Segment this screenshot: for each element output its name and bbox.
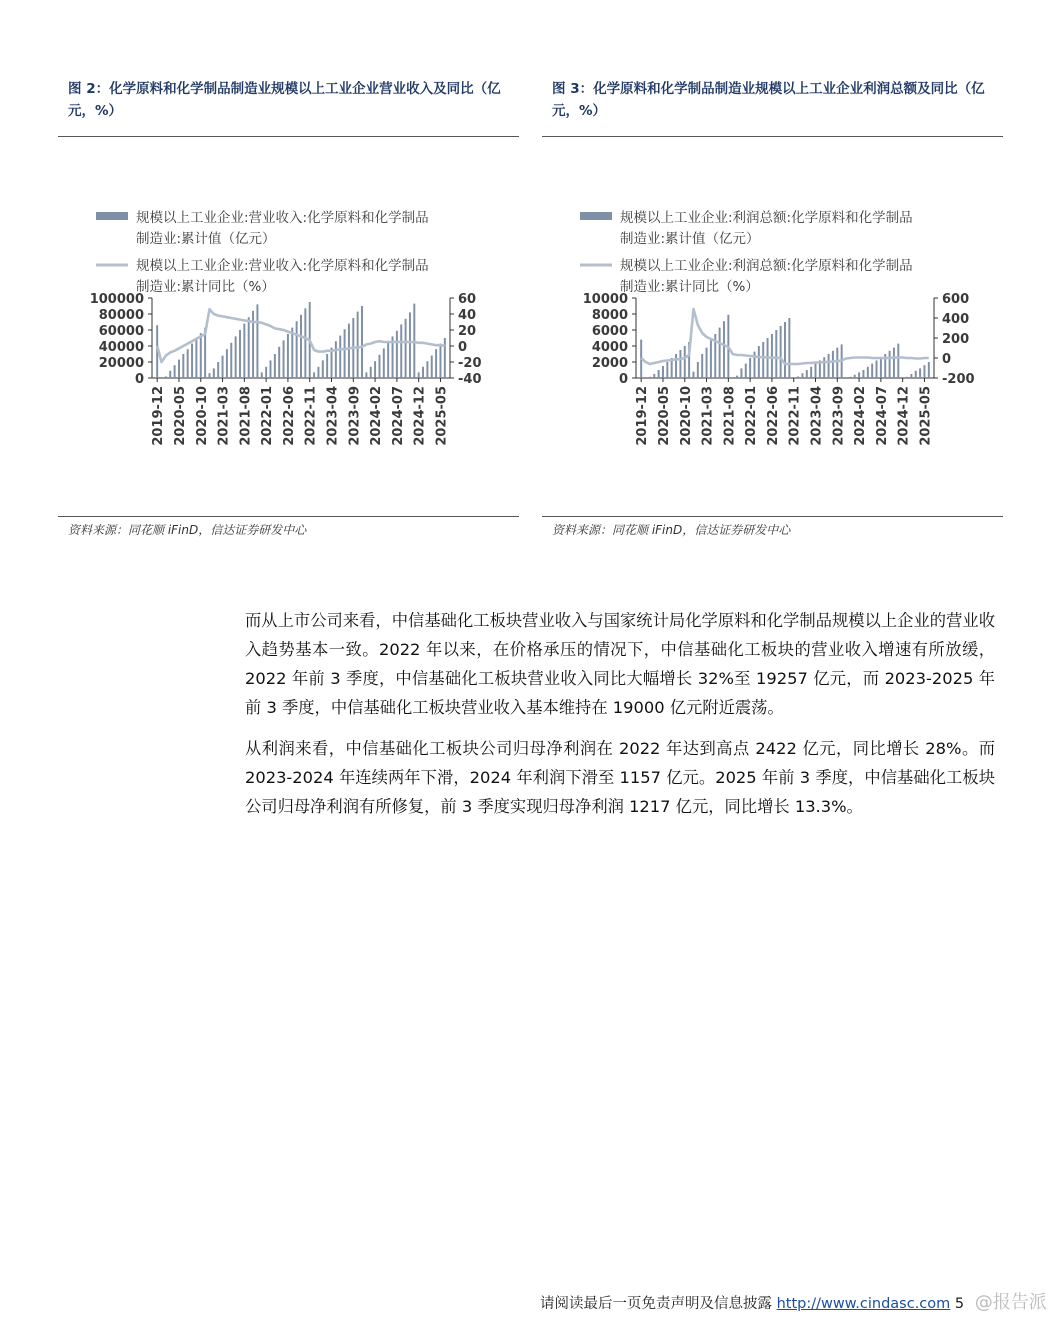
bar <box>806 370 808 378</box>
legend-label: 制造业:累计值（亿元） <box>620 231 760 247</box>
bar <box>374 361 376 378</box>
bar <box>435 349 437 378</box>
bar <box>387 343 389 378</box>
bar <box>418 372 420 378</box>
bar <box>867 367 869 378</box>
figure-source: 资料来源：同花顺 iFinD，信达证券研发中心 <box>58 516 519 538</box>
bar <box>344 329 346 378</box>
x-tick-label: 2022-01 <box>260 386 276 446</box>
bar <box>383 348 385 378</box>
paragraph: 从利润来看，中信基础化工板块公司归母净利润在 2022 年达到高点 2422 亿元，同比增长 28%。而 2023-2024 年连续两年下滑，2024 年利润下滑至 1157 亿元。2025 年前 3 季度，中信基础化工板块公司归母净利润有所修复，前 3 季度实现归母净利润 1217 亿元，同比增长 13.3%。 <box>245 739 995 816</box>
bar <box>278 347 280 378</box>
bar <box>200 333 202 378</box>
bar <box>692 372 694 378</box>
y-tick-label-right: 20 <box>458 324 477 339</box>
bar <box>291 328 293 378</box>
bar <box>405 319 407 378</box>
y-tick-label-right: 60 <box>458 292 477 307</box>
bar <box>213 368 215 378</box>
y-tick-label-right: 400 <box>942 312 970 327</box>
bar <box>248 317 250 378</box>
bar <box>326 354 328 378</box>
x-tick-label: 2022-06 <box>281 386 297 446</box>
website-link[interactable]: http://www.cindasc.com <box>776 1296 951 1312</box>
y-tick-label-right: 600 <box>942 292 970 307</box>
bar <box>832 351 834 378</box>
page-number: 5 <box>954 1296 965 1312</box>
bar <box>274 354 276 378</box>
x-tick-label: 2023-09 <box>831 386 847 446</box>
bar <box>195 339 197 378</box>
bar <box>823 357 825 378</box>
bar <box>217 362 219 378</box>
bar <box>910 374 912 378</box>
bar <box>666 362 668 378</box>
bar <box>897 344 899 378</box>
bar <box>880 357 882 378</box>
paragraph: 而从上市公司来看，中信基础化工板块营业收入与国家统计局化学原料和化学制品规模以上企业的营业收入趋势基本一致。2022 年以来，在价格承压的情况下，中信基础化工板块的营业收入增速有所放缓，2022 年前 3 季度，中信基础化工板块营业收入同比大幅增长 32%至 19257 亿元，而 2023-2025 年前 3 季度，中信基础化工板块营业收入基本维持在 19000 亿元附近震荡。 <box>245 611 995 717</box>
x-tick-label: 2024-12 <box>896 386 912 446</box>
bar <box>771 334 773 378</box>
legend-label: 制造业:累计同比（%） <box>136 279 275 295</box>
y-tick-label-left: 20000 <box>98 356 144 371</box>
bar <box>313 372 315 378</box>
bar <box>322 360 324 378</box>
legend-bar-swatch <box>96 212 128 220</box>
bar <box>230 343 232 378</box>
x-tick-label: 2019-12 <box>635 386 651 446</box>
bar <box>256 304 258 378</box>
bar <box>723 321 725 378</box>
x-tick-label: 2021-08 <box>722 386 738 446</box>
bar <box>422 367 424 378</box>
bar <box>719 328 721 378</box>
y-tick-label-left: 100000 <box>89 292 144 307</box>
bar <box>304 308 306 378</box>
bar <box>780 326 782 378</box>
bar <box>706 348 708 378</box>
x-tick-label: 2022-01 <box>744 386 760 446</box>
y-tick-label-left: 8000 <box>591 308 628 323</box>
legend-label: 规模以上工业企业:利润总额:化学原料和化学制品 <box>620 258 913 274</box>
disclaimer-note: 请阅读最后一页免责声明及信息披露 <box>540 1296 772 1312</box>
x-tick-label: 2022-06 <box>765 386 781 446</box>
x-tick-label: 2024-07 <box>390 386 406 446</box>
bar <box>701 354 703 378</box>
figure-source: 资料来源：同花顺 iFinD，信达证券研发中心 <box>542 516 1003 538</box>
bar <box>191 344 193 378</box>
x-tick-label: 2020-10 <box>194 386 210 446</box>
legend-bar-swatch <box>580 212 612 220</box>
bar <box>697 362 699 378</box>
profit-chart <box>542 206 1003 556</box>
bar <box>745 364 747 378</box>
x-tick-label: 2021-03 <box>700 386 716 446</box>
x-tick-label: 2024-07 <box>874 386 890 446</box>
bar <box>222 356 224 378</box>
bar <box>858 372 860 378</box>
bar <box>923 365 925 378</box>
y-tick-label-left: 60000 <box>98 324 144 339</box>
bar <box>378 355 380 378</box>
y-tick-label-right: -200 <box>942 372 975 387</box>
x-tick-label: 2023-04 <box>325 386 341 446</box>
bar <box>187 349 189 378</box>
bar <box>915 371 917 378</box>
bar <box>893 348 895 378</box>
x-tick-label: 2021-03 <box>216 386 232 446</box>
bar <box>775 330 777 378</box>
bar <box>658 370 660 378</box>
bar <box>226 349 228 378</box>
bar <box>169 371 171 378</box>
bar <box>174 365 176 378</box>
bar <box>208 373 210 378</box>
bar <box>662 366 664 378</box>
x-tick-label: 2024-02 <box>369 386 385 446</box>
bar <box>439 344 441 378</box>
bar <box>675 354 677 378</box>
bar <box>182 354 184 378</box>
bar <box>762 342 764 378</box>
x-tick-label: 2020-10 <box>678 386 694 446</box>
legend-label: 制造业:累计值（亿元） <box>136 231 276 247</box>
x-tick-label: 2023-04 <box>809 386 825 446</box>
body-text <box>245 606 995 833</box>
y-tick-label-left: 10000 <box>582 292 628 307</box>
bar <box>400 324 402 378</box>
y-tick-label-left: 40000 <box>98 340 144 355</box>
bar <box>653 374 655 378</box>
bar <box>287 334 289 378</box>
bar <box>828 354 830 378</box>
y-tick-label-left: 6000 <box>591 324 628 339</box>
y-tick-label-left: 0 <box>618 372 628 387</box>
bar <box>815 364 817 378</box>
x-tick-label: 2023-09 <box>347 386 363 446</box>
bar <box>871 364 873 378</box>
figure-title: 图 3：化学原料和化学制品制造业规模以上工业企业利润总额及同比（亿元，%） <box>542 78 1003 137</box>
page-footer <box>540 1288 1047 1314</box>
bar <box>836 348 838 378</box>
bar <box>339 336 341 378</box>
bar <box>736 376 738 378</box>
bar <box>361 306 363 378</box>
bar <box>365 372 367 378</box>
bar <box>409 312 411 378</box>
bar <box>854 375 856 378</box>
bar <box>431 356 433 378</box>
bar <box>649 377 651 378</box>
bar <box>788 318 790 378</box>
bar <box>261 372 263 378</box>
x-tick-label: 2021-08 <box>238 386 254 446</box>
figure-2 <box>58 78 519 537</box>
bar <box>919 368 921 378</box>
bar <box>300 315 302 378</box>
bar <box>810 367 812 378</box>
bar <box>710 340 712 378</box>
bar <box>749 358 751 378</box>
x-tick-label: 2022-11 <box>787 386 803 446</box>
bar <box>684 346 686 378</box>
legend-label: 规模以上工业企业:营业收入:化学原料和化学制品 <box>136 210 429 226</box>
x-tick-label: 2019-12 <box>151 386 167 446</box>
bar <box>243 324 245 378</box>
bar <box>348 324 350 378</box>
y-tick-label-right: 40 <box>458 308 477 323</box>
x-tick-label: 2020-05 <box>656 386 672 446</box>
bar <box>396 331 398 378</box>
y-tick-label-right: -20 <box>458 356 482 371</box>
bar <box>849 377 851 378</box>
legend-label: 规模以上工业企业:利润总额:化学原料和化学制品 <box>620 210 913 226</box>
bar <box>283 340 285 378</box>
bar <box>331 348 333 378</box>
bar <box>889 351 891 378</box>
y-tick-label-left: 80000 <box>98 308 144 323</box>
bar <box>270 360 272 378</box>
watermark: @报告派 <box>974 1292 1047 1313</box>
x-tick-label: 2020-05 <box>172 386 188 446</box>
bar <box>758 346 760 378</box>
bar <box>444 338 446 378</box>
y-tick-label-right: 0 <box>458 340 468 355</box>
y-tick-label-right: -40 <box>458 372 482 387</box>
bar <box>357 312 359 378</box>
x-tick-label: 2024-02 <box>853 386 869 446</box>
x-tick-label: 2025-05 <box>434 386 450 446</box>
bar <box>797 376 799 378</box>
bar <box>784 322 786 378</box>
bar <box>235 336 237 378</box>
bar <box>370 367 372 378</box>
y-tick-label-right: 200 <box>942 332 970 347</box>
bar <box>239 330 241 378</box>
x-tick-label: 2022-11 <box>303 386 319 446</box>
bar <box>265 367 267 378</box>
y-tick-label-left: 2000 <box>591 356 628 371</box>
bar <box>906 377 908 378</box>
bar <box>426 361 428 378</box>
x-tick-label: 2024-12 <box>412 386 428 446</box>
bar <box>335 341 337 378</box>
bar <box>876 360 878 378</box>
legend-label: 规模以上工业企业:营业收入:化学原料和化学制品 <box>136 258 429 274</box>
bar <box>296 321 298 378</box>
bar <box>740 368 742 378</box>
bar <box>178 360 180 378</box>
figure-title: 图 2：化学原料和化学制品制造业规模以上工业企业营业收入及同比（亿元，%） <box>58 78 519 137</box>
x-tick-label: 2025-05 <box>918 386 934 446</box>
bar <box>679 350 681 378</box>
y-tick-label-left: 0 <box>134 372 144 387</box>
bar <box>801 373 803 378</box>
bar <box>928 362 930 378</box>
figure-3 <box>542 78 1003 537</box>
bar <box>862 370 864 378</box>
y-tick-label-right: 0 <box>942 352 952 367</box>
legend-label: 制造业:累计同比（%） <box>620 279 759 295</box>
revenue-chart <box>58 206 519 556</box>
y-tick-label-left: 4000 <box>591 340 628 355</box>
bar <box>165 376 167 378</box>
bar <box>317 367 319 378</box>
